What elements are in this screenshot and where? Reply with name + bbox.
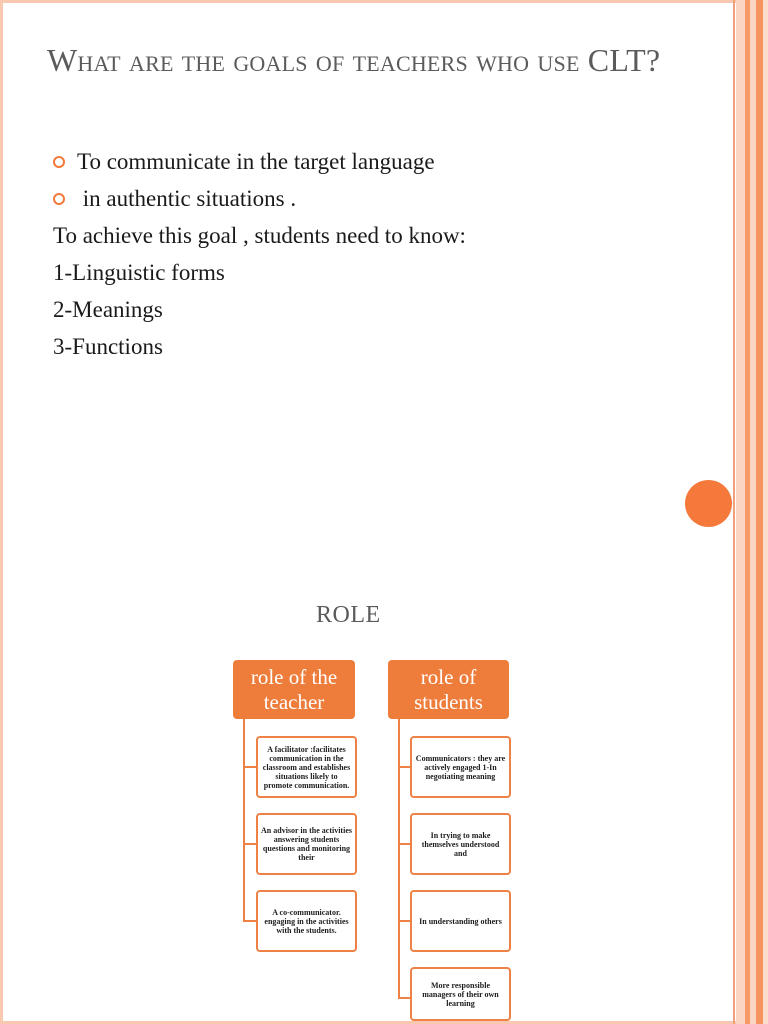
students-role-header: role of students	[388, 660, 509, 719]
bullet-item	[53, 182, 693, 219]
decorative-stripe	[763, 0, 768, 1024]
body-line: To achieve this goal , students need to know:	[53, 223, 466, 248]
teacher-role-item: A facilitator :facilitates communication in the classroom and establishes situations likely to promote communication.	[256, 736, 357, 798]
bullet-text: To communicate in the target language	[77, 149, 435, 174]
students-role-item: In understanding others	[410, 890, 511, 952]
bullet-text: in authentic situations .	[77, 186, 297, 211]
slide-title: What are the goals of teachers who use CLT?	[47, 42, 661, 78]
teacher-connector-branch	[243, 843, 257, 845]
teacher-connector-branch	[243, 766, 257, 768]
students-role-item: More responsible managers of their own learning	[410, 967, 511, 1021]
decorative-stripe	[756, 0, 763, 1024]
slide-body	[53, 145, 693, 367]
decorative-stripe	[736, 0, 745, 1024]
body-line: 3-Functions	[53, 334, 163, 359]
slide-frame-left	[0, 0, 3, 1024]
bullet-ring-icon	[53, 156, 65, 168]
teacher-role-item: A co-communicator. engaging in the activities with the students.	[256, 890, 357, 952]
body-line: 2-Meanings	[53, 297, 163, 322]
diagram-title: ROLE	[316, 602, 381, 628]
body-line: 1-Linguistic forms	[53, 260, 225, 285]
bullet-item	[53, 145, 693, 182]
students-role-item: In trying to make themselves understood and	[410, 813, 511, 875]
students-role-item: Communicators : they are actively engaged 1-In negotiating meaning	[410, 736, 511, 798]
teacher-role-item: An advisor in the activities answering students questions and monitoring their	[256, 813, 357, 875]
slide-frame-right	[733, 0, 735, 1024]
students-connector-vertical	[398, 719, 400, 998]
bullet-ring-icon	[53, 193, 65, 205]
teacher-connector-branch	[243, 920, 257, 922]
teacher-role-header: role of the teacher	[233, 660, 355, 719]
slide-frame-top	[0, 0, 736, 3]
orange-circle-decoration	[685, 480, 732, 527]
teacher-connector-vertical	[243, 719, 245, 920]
